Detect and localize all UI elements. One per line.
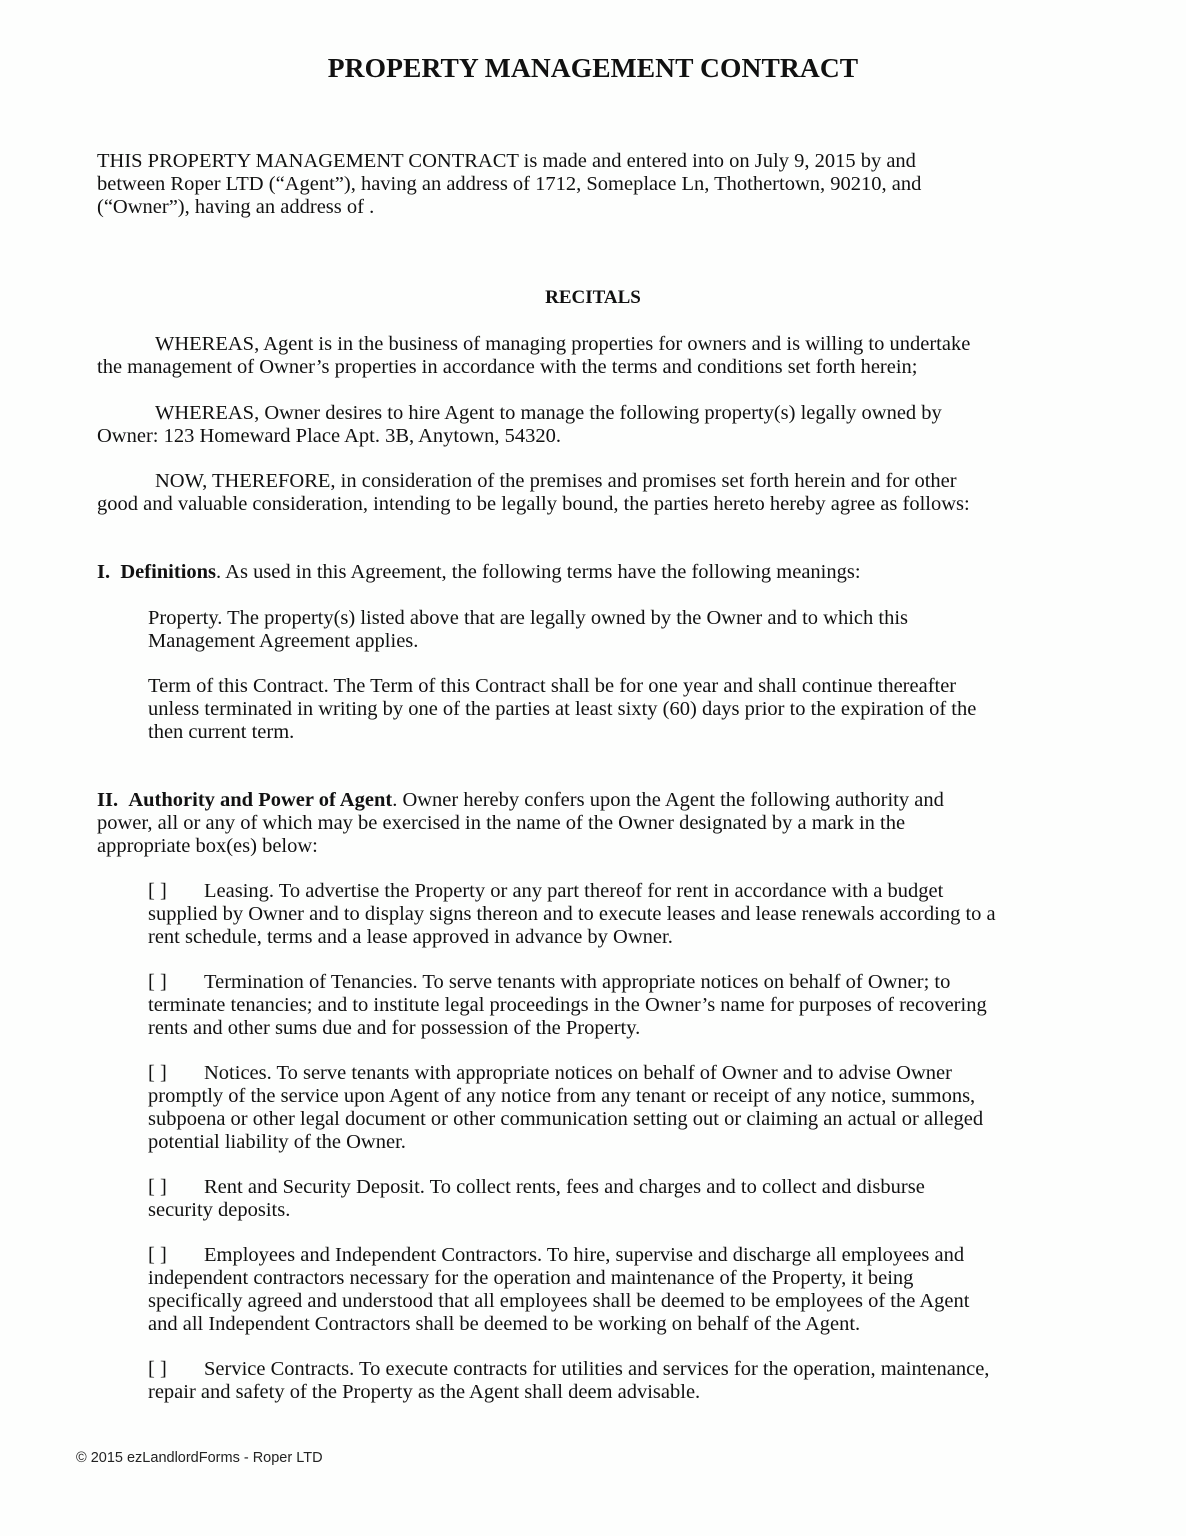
- section-intro-line: appropriate box(es) below:: [97, 835, 318, 857]
- section-title: Definitions: [120, 561, 217, 583]
- section-intro: . As used in this Agreement, the following terms have the following meanings:: [216, 561, 861, 583]
- authority-item-leasing: [148, 880, 996, 949]
- definition-line: Management Agreement applies.: [148, 630, 419, 652]
- definition-line: unless terminated in writing by one of the parties at least sixty (60) days prior to the expiration of the: [148, 698, 977, 720]
- document-title: PROPERTY MANAGEMENT CONTRACT: [327, 52, 859, 83]
- checkbox[interactable]: [ ]: [148, 971, 167, 993]
- section-title: Authority and Power of Agent: [128, 789, 393, 811]
- recital-line: WHEREAS, Agent is in the business of managing properties for owners and is willing to undertake: [155, 333, 971, 355]
- recital-line: Owner: 123 Homeward Place Apt. 3B, Anytown, 54320.: [97, 425, 562, 447]
- authority-line: terminate tenancies; and to institute legal proceedings in the Owner’s name for purposes of recovering: [148, 994, 987, 1016]
- recital-paragraph: [97, 402, 942, 448]
- section-number: II.: [97, 789, 119, 811]
- authority-item-termination: [148, 971, 987, 1040]
- recital-line: the management of Owner’s properties in accordance with the terms and conditions set forth herein;: [97, 356, 918, 378]
- authority-line: specifically agreed and understood that all employees shall be deemed to be employees of the Agent: [148, 1290, 970, 1312]
- authority-line: Termination of Tenancies. To serve tenants with appropriate notices on behalf of Owner; to: [204, 971, 951, 993]
- checkbox[interactable]: [ ]: [148, 880, 167, 902]
- section-intro-line: power, all or any of which may be exercised in the name of the Owner designated by a mark in the: [97, 812, 906, 834]
- authority-line: security deposits.: [148, 1199, 291, 1221]
- intro-line: between Roper LTD (“Agent”), having an address of 1712, Someplace Ln, Thothertown, 90210, and: [97, 173, 922, 195]
- authority-line: Notices. To serve tenants with appropriate notices on behalf of Owner and to advise Owner: [204, 1062, 952, 1084]
- authority-item-service-contracts: [148, 1358, 989, 1404]
- authority-line: Leasing. To advertise the Property or any part thereof for rent in accordance with a budget: [204, 880, 944, 902]
- section-2-heading: [97, 789, 944, 858]
- recital-paragraph: [97, 333, 970, 379]
- copyright-footer: © 2015 ezLandlordForms - Roper LTD: [76, 1450, 323, 1466]
- recital-paragraph: [97, 470, 970, 516]
- checkbox[interactable]: [ ]: [148, 1358, 167, 1380]
- authority-line: independent contractors necessary for the operation and maintenance of the Property, it being: [148, 1267, 914, 1289]
- recital-line: WHEREAS, Owner desires to hire Agent to manage the following property(s) legally owned by: [155, 402, 942, 424]
- authority-line: subpoena or other legal document or other communication setting out or claiming an actual or alleged: [148, 1108, 984, 1130]
- authority-item-rent-deposit: [148, 1176, 925, 1222]
- definition-line: then current term.: [148, 721, 295, 743]
- authority-line: Service Contracts. To execute contracts for utilities and services for the operation, maintenance,: [204, 1358, 990, 1380]
- section-1-heading: [97, 561, 861, 584]
- authority-line: rent schedule, terms and a lease approved in advance by Owner.: [148, 926, 673, 948]
- checkbox[interactable]: [ ]: [148, 1176, 167, 1198]
- definition-item: [148, 675, 976, 744]
- definition-line: Term of this Contract. The Term of this Contract shall be for one year and shall continue thereafter: [148, 675, 957, 697]
- definition-line: Property. The property(s) listed above that are legally owned by the Owner and to which this: [148, 607, 909, 629]
- authority-line: repair and safety of the Property as the Agent shall deem advisable.: [148, 1381, 701, 1403]
- checkbox[interactable]: [ ]: [148, 1244, 167, 1266]
- definition-item: [148, 607, 908, 653]
- authority-line: supplied by Owner and to display signs thereon and to execute leases and lease renewals according to a: [148, 903, 996, 925]
- intro-line: (“Owner”), having an address of .: [97, 196, 375, 218]
- section-intro: . Owner hereby confers upon the Agent the following authority and: [392, 789, 944, 811]
- authority-line: and all Independent Contractors shall be deemed to be working on behalf of the Agent.: [148, 1313, 861, 1335]
- intro-paragraph: [97, 150, 921, 219]
- recitals-heading: RECITALS: [545, 287, 641, 308]
- checkbox[interactable]: [ ]: [148, 1062, 167, 1084]
- authority-item-notices: [148, 1062, 983, 1154]
- recital-line: good and valuable consideration, intending to be legally bound, the parties hereto hereby agree as follows:: [97, 493, 970, 515]
- authority-item-employees: [148, 1244, 969, 1336]
- authority-line: promptly of the service upon Agent of any notice from any tenant or receipt of any notice, summons,: [148, 1085, 976, 1107]
- authority-line: Employees and Independent Contractors. To hire, supervise and discharge all employees and: [204, 1244, 965, 1266]
- section-number: I.: [97, 561, 111, 583]
- authority-line: potential liability of the Owner.: [148, 1131, 406, 1153]
- intro-line: THIS PROPERTY MANAGEMENT CONTRACT is made and entered into on July 9, 2015 by and: [97, 150, 916, 172]
- recital-line: NOW, THEREFORE, in consideration of the premises and promises set forth herein and for other: [155, 470, 957, 492]
- authority-line: rents and other sums due and for possession of the Property.: [148, 1017, 641, 1039]
- authority-line: Rent and Security Deposit. To collect rents, fees and charges and to collect and disburse: [204, 1176, 925, 1198]
